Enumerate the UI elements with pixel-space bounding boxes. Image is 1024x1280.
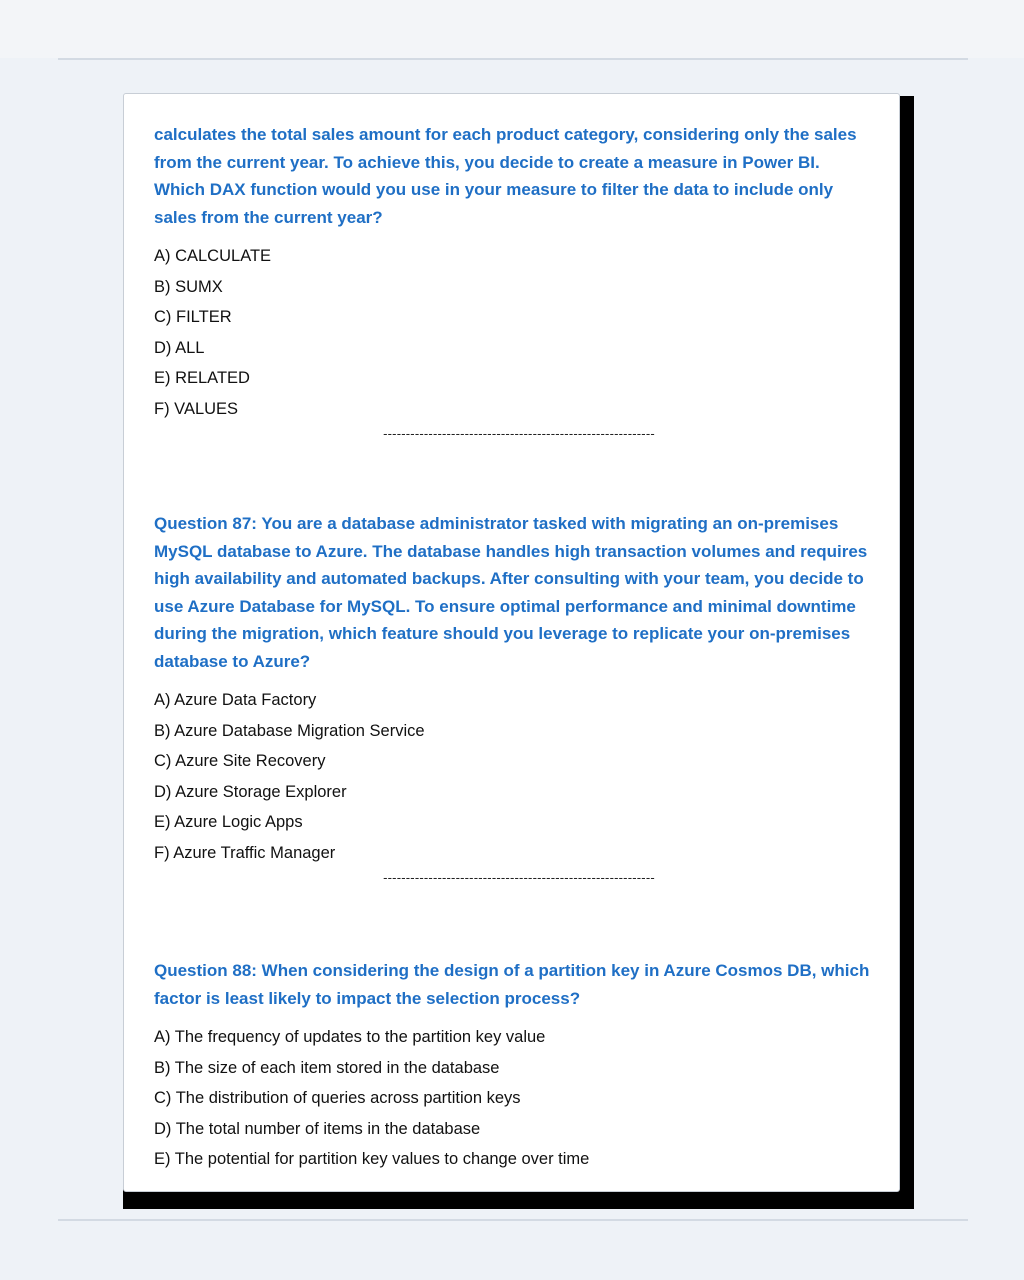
option-d: D) The total number of items in the database [154,1119,481,1138]
spacer [154,885,874,957]
option-f: F) VALUES [154,399,239,418]
option-e: E) RELATED [154,369,250,387]
option-b: B) Azure Database Migration Service [154,721,425,740]
option-b: B) SUMX [154,277,223,296]
option-list [154,685,874,868]
question-87-text: Question 87: You are a database administrator tasked with migrating an on-premises MySQL database to Azure. The database handles high transaction volumes and requires high availability and automated backups. After consulting with your team, you decide to use Azure Database for MySQL. To ensure optimal performance and minimal downtime during the migration, which feature should you leverage to replicate your on-premises database to Azure? [154,514,868,671]
viewer-top-bar [0,0,1024,58]
question-separator: ------------------------------------------------------------ [383,870,655,885]
option-a: A) CALCULATE [154,247,272,265]
option-b: B) The size of each item stored in the database [154,1058,500,1077]
option-e: E) The potential for partition key values to change over time [154,1150,590,1168]
question-88-text: Question 88: When considering the design of a partition key in Azure Cosmos DB, which factor is least likely to impact the selection process? [154,961,870,1008]
option-c: C) FILTER [154,308,232,326]
page-content [154,121,874,1175]
option-c: C) Azure Site Recovery [154,752,326,770]
bottom-divider [58,1219,968,1221]
option-list [154,241,874,424]
option-d: D) Azure Storage Explorer [154,782,347,801]
top-divider [58,58,968,60]
question-separator: ------------------------------------------------------------ [383,426,655,441]
option-a: A) The frequency of updates to the partition key value [154,1028,546,1046]
spacer [154,441,874,510]
option-e: E) Azure Logic Apps [154,813,303,831]
question-text: calculates the total sales amount for each product category, considering only the sales from the current year. To achieve this, you decide to create a measure in Power BI. Which DAX function would you use in your measure to filter the data to include only sales from the current year? [154,125,857,227]
document-page [123,93,900,1192]
option-c: C) The distribution of queries across partition keys [154,1089,521,1107]
option-d: D) ALL [154,338,205,357]
option-a: A) Azure Data Factory [154,691,317,709]
option-list [154,1022,874,1175]
option-f: F) Azure Traffic Manager [154,843,336,862]
